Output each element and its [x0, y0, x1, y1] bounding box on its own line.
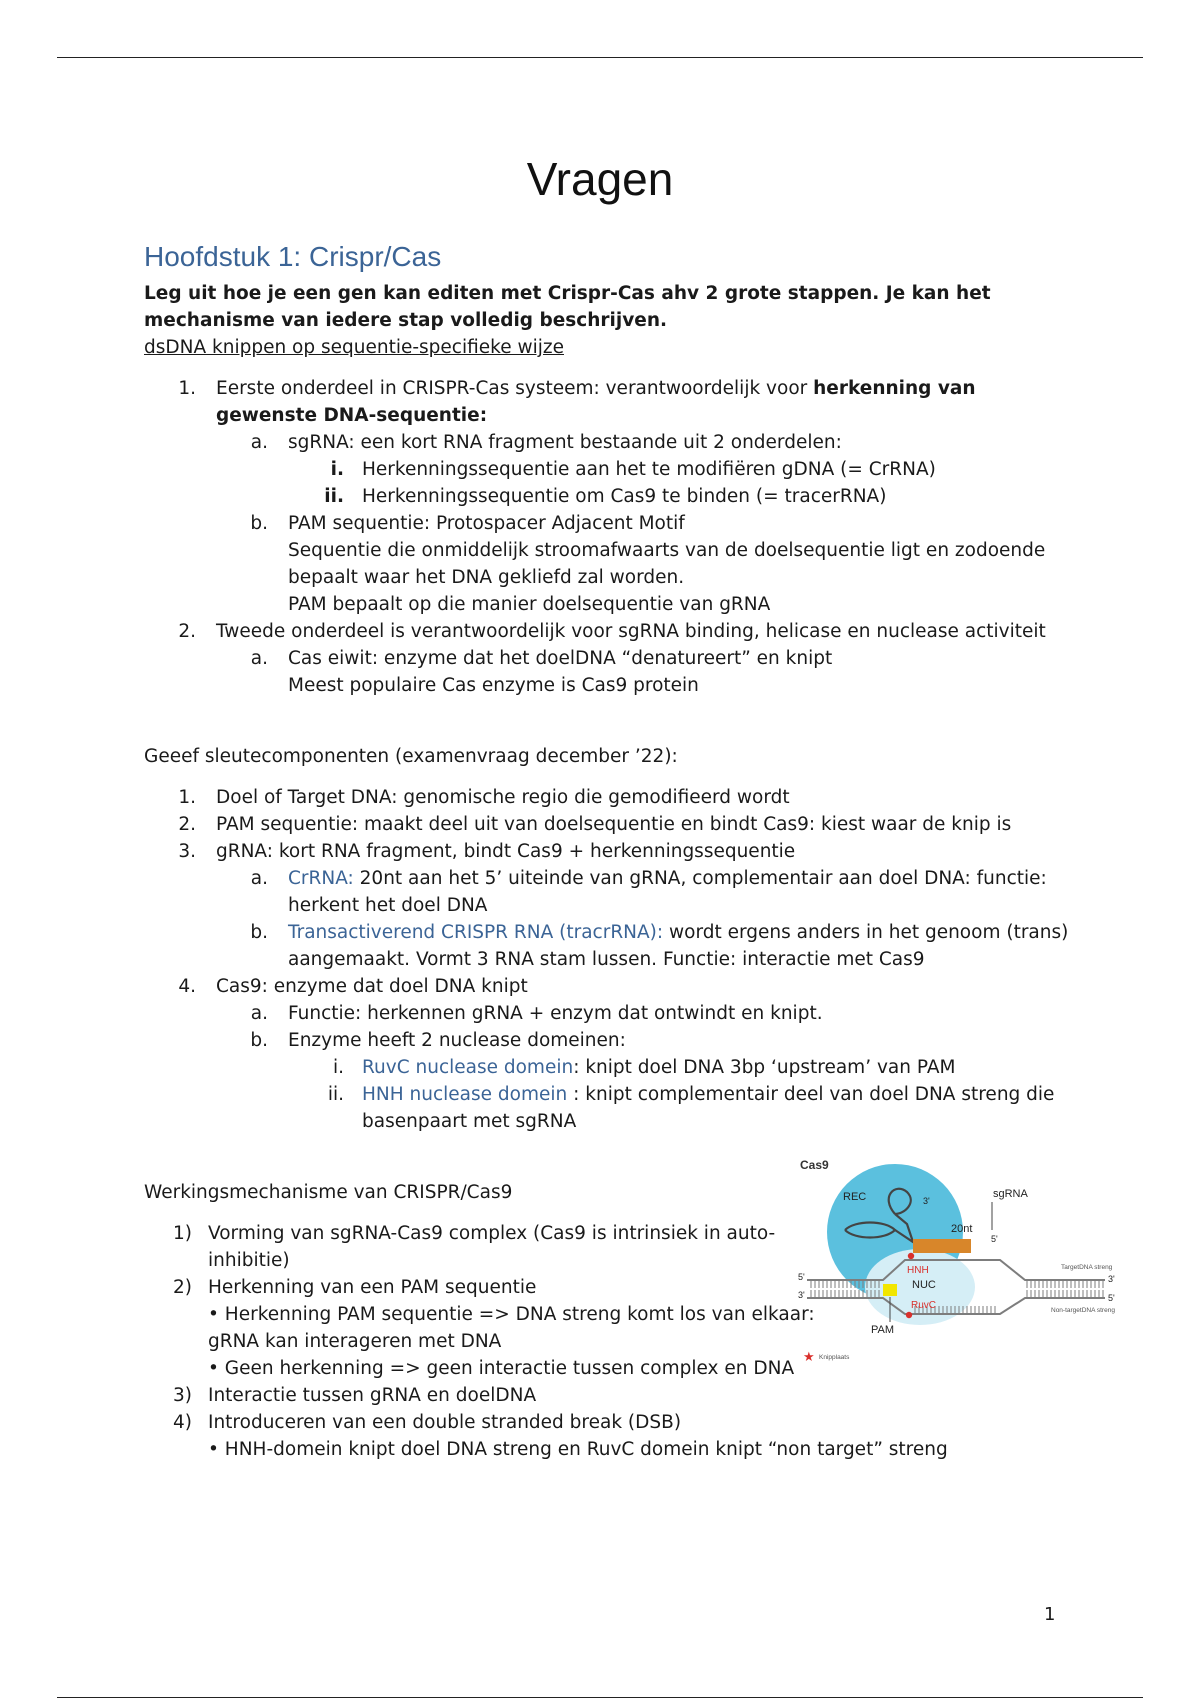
hnh-label: HNH	[907, 1265, 929, 1276]
page-title: Vragen	[526, 153, 674, 205]
list-marker: b.	[250, 1030, 268, 1051]
term-tracrrna: Transactiverend CRISPR RNA (tracrRNA):	[288, 922, 664, 943]
mechanism-step-1	[144, 1220, 848, 1274]
list-marker: 2)	[173, 1277, 192, 1298]
list-marker: a.	[250, 648, 268, 669]
list-marker: 1.	[178, 787, 196, 808]
list-marker: 4.	[178, 976, 196, 997]
cut-site-ruvc	[906, 1312, 912, 1318]
nontarget-strand-label: Non-targetDNA streng	[1051, 1307, 1115, 1314]
component-4b-i	[144, 1054, 1074, 1081]
term-ruvc: RuvC nuclease domein	[362, 1057, 574, 1078]
list-marker: ii.	[327, 1084, 344, 1105]
component-text: 20nt aan het 5’ uiteinde van gRNA, complementair aan doel DNA: functie: herkent het doel DNA	[288, 868, 1047, 916]
step-text: PAM sequentie: Protospacer Adjacent Motif	[288, 513, 685, 534]
subtitle-underlined: dsDNA knippen op sequentie-specifieke wijze	[144, 337, 564, 358]
component-2	[144, 811, 1074, 838]
step-1a-i	[144, 456, 1074, 483]
bottom-rule	[57, 1697, 1143, 1698]
step-text: Eerste onderdeel in CRISPR-Cas systeem: verantwoordelijk voor	[216, 378, 814, 399]
question-text: Leg uit hoe je een gen kan editen met Crispr-Cas ahv 2 grote stappen. Je kan het mechanisme van iedere stap volledig beschrijven.	[144, 283, 991, 331]
sgrna-5-prime-label: 5'	[991, 1234, 998, 1244]
cut-site-legend: Knipplaats	[819, 1354, 850, 1361]
mechanism-text: Introduceren van een double stranded break (DSB)	[208, 1412, 682, 1433]
component-3b	[144, 919, 1074, 973]
step-2a-continuation: Meest populaire Cas enzyme is Cas9 protein	[288, 675, 699, 696]
right-5-prime-label: 5'	[1108, 1293, 1115, 1303]
ruvc-label: RuvC	[911, 1300, 937, 1311]
step-text: Herkenningssequentie aan het te modifiëren gDNA (= CrRNA)	[362, 459, 936, 480]
list-marker: 2.	[178, 814, 196, 835]
left-3-prime-label: 3'	[798, 1290, 805, 1300]
list-marker: b.	[250, 922, 268, 943]
step-1b-continuation: Sequentie die onmiddelijk stroomafwaarts van de doelsequentie ligt en zodoende bepaalt waar het DNA gekliefd zal worden.	[288, 540, 1046, 588]
component-4	[144, 973, 1074, 1000]
cut-site-hnh	[908, 1253, 914, 1259]
mechanism-bullet: • HNH-domein knipt doel DNA streng en RuvC domein knipt “non target” streng	[208, 1439, 948, 1460]
step-1	[144, 375, 1074, 429]
list-marker: b.	[250, 513, 268, 534]
mechanism-bullet: • Geen herkenning => geen interactie tussen complex en DNA	[208, 1358, 795, 1379]
chapter-heading: Hoofdstuk 1: Crispr/Cas	[144, 241, 442, 272]
step-text: sgRNA: een kort RNA fragment bestaande uit 2 onderdelen:	[288, 432, 842, 453]
left-5-prime-label: 5'	[798, 1272, 805, 1282]
top-rule	[57, 57, 1143, 58]
step-text: Cas eiwit: enzyme dat het doelDNA “denatureert” en knipt	[288, 648, 833, 669]
step-1a	[144, 429, 1074, 456]
twenty-nt-label: 20nt	[951, 1223, 973, 1235]
component-text: Doel of Target DNA: genomische regio die gemodifieerd wordt	[216, 787, 790, 808]
list-marker: i.	[332, 1057, 344, 1078]
rec-label: REC	[843, 1191, 867, 1203]
component-text: Cas9: enzyme dat doel DNA knipt	[216, 976, 528, 997]
cas9-diagram	[795, 1152, 1160, 1367]
mechanism-text: Herkenning van een PAM sequentie	[208, 1277, 537, 1298]
list-marker: 3.	[178, 841, 196, 862]
mechanism-text: Vorming van sgRNA-Cas9 complex (Cas9 is intrinsiek in auto-inhibitie)	[208, 1223, 776, 1271]
list-marker: 1.	[178, 378, 196, 399]
term-crrna: CrRNA:	[288, 868, 354, 889]
nuc-label: NUC	[912, 1279, 936, 1291]
step-text-bold: herkenning van gewenste DNA-sequentie:	[216, 378, 976, 426]
component-text: : knipt complementair deel van doel DNA streng die basenpaart met sgRNA	[362, 1084, 1055, 1132]
list-marker: a.	[250, 1003, 268, 1024]
list-marker: 3)	[173, 1385, 192, 1406]
mechanism-bullet: • Herkenning PAM sequentie => DNA streng komt los van elkaar: gRNA kan interageren met DNA	[208, 1304, 815, 1352]
component-4b-ii	[144, 1081, 1074, 1135]
step-1b	[144, 510, 1074, 537]
step-1a-ii	[144, 483, 1074, 510]
component-4a	[144, 1000, 1074, 1027]
component-text: Functie: herkennen gRNA + enzym dat ontwindt en knipt.	[288, 1003, 823, 1024]
step-2a	[144, 645, 1074, 672]
list-marker: a.	[250, 868, 268, 889]
mechanism-text: Interactie tussen gRNA en doelDNA	[208, 1385, 537, 1406]
component-3	[144, 838, 1074, 865]
pam-box-shape	[883, 1284, 897, 1296]
step-2	[144, 618, 1074, 645]
mechanism-step-2	[144, 1274, 848, 1301]
list-marker: 4)	[173, 1412, 192, 1433]
mechanism-step-3	[144, 1382, 1074, 1409]
list-marker: ii.	[324, 486, 344, 507]
step-text: Tweede onderdeel is verantwoordelijk voor sgRNA binding, helicase en nuclease activiteit	[216, 621, 1046, 642]
component-text: PAM sequentie: maakt deel uit van doelsequentie en bindt Cas9: kiest waar de knip is	[216, 814, 1012, 835]
component-text: : knipt doel DNA 3bp ‘upstream’ van PAM	[573, 1057, 956, 1078]
step-1b-continuation: PAM bepaalt op die manier doelsequentie van gRNA	[288, 594, 771, 615]
page-number: 1	[1044, 1604, 1056, 1625]
pam-label: PAM	[871, 1324, 895, 1336]
component-text: wordt ergens anders in het genoom (trans) aangemaakt. Vormt 3 RNA stam lussen. Functie: interactie met Cas9	[288, 922, 1069, 970]
mechanism-intro: Werkingsmechanisme van CRISPR/Cas9	[144, 1182, 513, 1203]
cut-site-star-icon: ★	[803, 1349, 815, 1364]
component-text: gRNA: kort RNA fragment, bindt Cas9 + herkenningssequentie	[216, 841, 796, 862]
target-strand-label: TargetDNA streng	[1061, 1264, 1113, 1271]
component-text: Enzyme heeft 2 nuclease domeinen:	[288, 1030, 626, 1051]
sgrna-3-prime-label: 3'	[923, 1196, 930, 1206]
step-text: Herkenningssequentie om Cas9 te binden (= tracerRNA)	[362, 486, 887, 507]
component-4b	[144, 1027, 1074, 1054]
component-1	[144, 784, 1074, 811]
component-3a	[144, 865, 1074, 919]
list-marker: i.	[330, 459, 344, 480]
sgrna-label: sgRNA	[993, 1188, 1028, 1200]
list-marker: 2.	[178, 621, 196, 642]
spacer-20nt-shape	[913, 1239, 971, 1253]
components-intro: Geeef sleutecomponenten (examenvraag december ’22):	[144, 746, 678, 767]
term-hnh: HNH nuclease domein	[362, 1084, 568, 1105]
list-marker: a.	[250, 432, 268, 453]
list-marker: 1)	[173, 1223, 192, 1244]
mechanism-step-4	[144, 1409, 1074, 1436]
figure-title: Cas9	[800, 1158, 829, 1172]
right-3-prime-label: 3'	[1108, 1274, 1115, 1284]
